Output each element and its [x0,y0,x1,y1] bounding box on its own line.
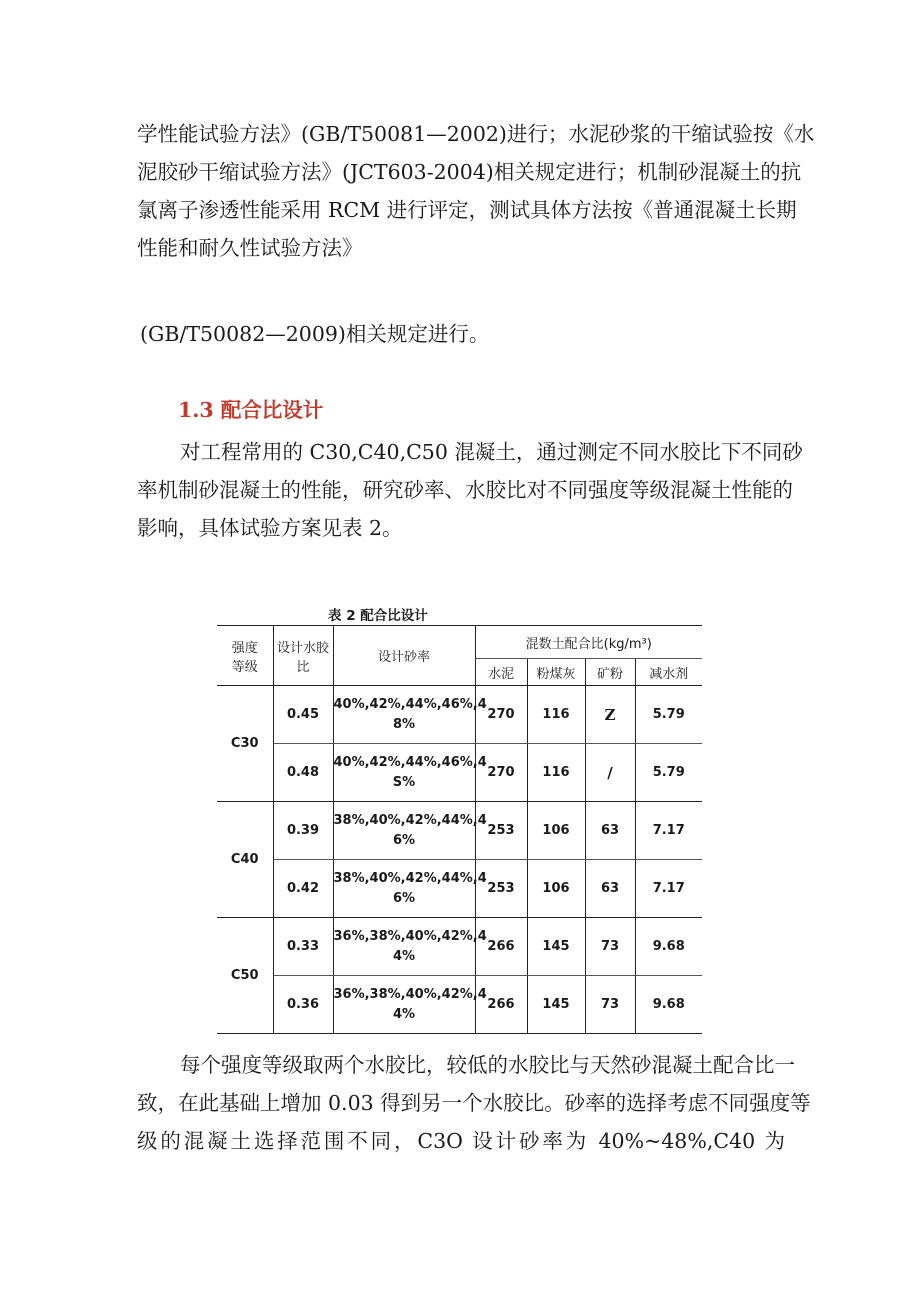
grade-cell: C40 [217,802,273,918]
flyash-cell: 145 [527,976,585,1034]
paragraph-line: 率机制砂混凝土的性能，研究砂率、水胶比对不同强度等级混凝土性能的 [137,478,793,502]
reducer-cell: 7.17 [635,860,702,918]
grade-cell: C50 [217,918,273,1034]
paragraph-line: 级的混凝土选择范围不同，C3O 设计砂率为 40%~48%,C40 为 [137,1129,785,1153]
paragraph-tail: (GB/T50082—2009)相关规定进行。 [140,322,490,346]
sand-line: 38%,40%,42%,44%,4 [333,870,487,886]
flyash-cell: 106 [527,860,585,918]
paragraph-line: 对工程常用的 C30,C40,C50 混凝土，通过测定不同水胶比下不同砂 [180,440,803,464]
section-heading: 1.3 配合比设计 [178,398,324,422]
header-mix-group: 混数土配合比(kg/m³) [475,626,702,659]
cement-cell: 253 [475,860,527,918]
cement-cell: 253 [475,802,527,860]
paragraph-line: 影响，具体试验方案见表 2。 [137,516,403,540]
flyash-cell: 106 [527,802,585,860]
sand-line: 4% [392,948,416,964]
sand-line: 40%,42%,44%,46%,4 [333,754,487,770]
sand-line: 38%,40%,42%,44%,4 [333,812,487,828]
paragraph-line: 氯离子渗透性能采用 RCM 进行评定，测试具体方法按《普通混凝土长期 [137,198,797,222]
cement-cell: 266 [475,918,527,976]
reducer-cell: 5.79 [635,744,702,802]
sand-line: 4% [392,1006,416,1022]
wb-cell: 0.48 [273,744,333,802]
wb-cell: 0.39 [273,802,333,860]
table-row [217,860,702,918]
header-flyash: 粉煤灰 [527,659,585,686]
sand-cell [333,744,487,802]
sand-line: S% [392,774,416,790]
cement-cell: 270 [475,686,527,744]
paragraph-line: 性能和耐久性试验方法》 [137,236,363,260]
paragraph-test-methods [137,115,815,267]
sand-line: 36%,38%,40%,42%,4 [333,928,487,944]
header-wb-line: 设计水胶 [276,640,329,656]
slag-cell: / [585,744,635,802]
reducer-cell: 9.68 [635,918,702,976]
table-row [217,918,702,976]
sand-cell [333,802,487,860]
sand-cell [333,860,487,918]
paragraph-ratio-choice [137,1046,811,1160]
flyash-cell: 116 [527,744,585,802]
paragraph-mix-design [137,433,803,547]
slag-cell: 63 [585,802,635,860]
flyash-cell: 116 [527,686,585,744]
slag-cell: 73 [585,976,635,1034]
table-row [217,802,702,860]
header-cement: 水泥 [475,659,527,686]
header-sand-ratio: 设计砂率 [333,626,475,686]
wb-cell: 0.42 [273,860,333,918]
sand-cell [333,918,487,976]
header-grade-line: 等级 [231,659,258,675]
header-wb-ratio [273,626,333,686]
reducer-cell: 9.68 [635,976,702,1034]
sand-line: 6% [392,832,416,848]
paragraph-line: 学性能试验方法》(GB/T50081—2002)进行；水泥砂浆的干缩试验按《水 [137,122,815,146]
table-row [217,976,702,1034]
cement-cell: 270 [475,744,527,802]
table-row [217,686,702,744]
sand-cell [333,686,487,744]
header-slag: 矿粉 [585,659,635,686]
table-caption: 表 2 配合比设计 [328,608,428,624]
header-reducer: 减水剂 [635,659,702,686]
sand-line: 6% [392,890,416,906]
header-grade [217,626,273,686]
sand-cell [333,976,487,1034]
reducer-cell: 7.17 [635,802,702,860]
reducer-cell: 5.79 [635,686,702,744]
paragraph-line: 每个强度等级取两个水胶比，较低的水胶比与天然砂混凝土配合比一 [180,1053,795,1077]
sand-line: 40%,42%,44%,46%,4 [333,696,487,712]
slag-cell: Z [585,686,635,744]
mix-design-table [217,625,702,1034]
sand-line: 36%,38%,40%,42%,4 [333,986,487,1002]
paragraph-line: 泥胶砂干缩试验方法》(JCT603-2004)相关规定进行；机制砂混凝土的抗 [137,160,802,184]
cement-cell: 266 [475,976,527,1034]
wb-cell: 0.33 [273,918,333,976]
slag-cell: 63 [585,860,635,918]
paragraph-line: 致，在此基础上增加 0.03 得到另一个水胶比。砂率的选择考虑不同强度等 [137,1091,811,1115]
wb-cell: 0.45 [273,686,333,744]
header-grade-line: 强度 [231,640,258,656]
table-row [217,744,702,802]
wb-cell: 0.36 [273,976,333,1034]
slag-cell: 73 [585,918,635,976]
flyash-cell: 145 [527,918,585,976]
sand-line: 8% [392,716,416,732]
header-wb-line: 比 [296,659,310,675]
grade-cell: C30 [217,686,273,802]
